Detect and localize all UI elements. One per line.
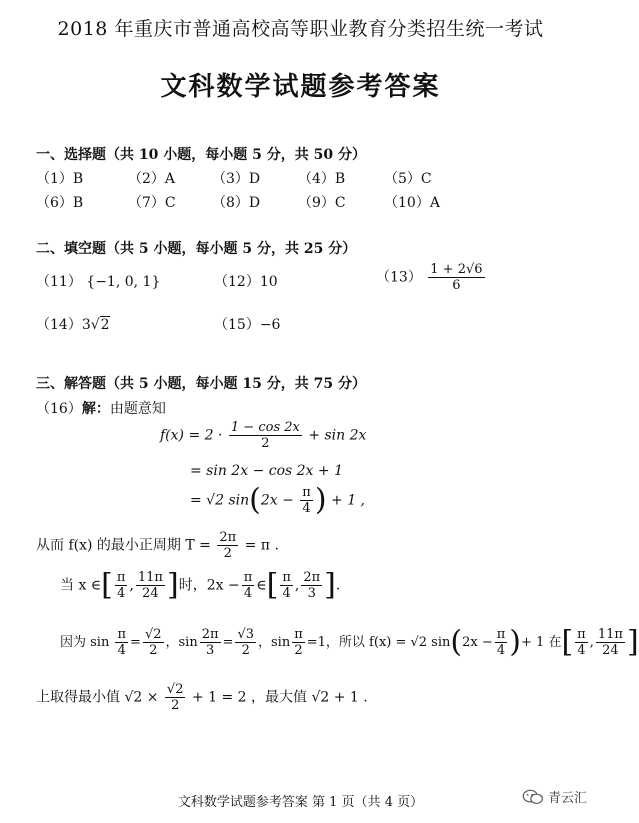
q11-answer: （11） {−1, 0, 1} <box>36 274 161 290</box>
q15-answer: （15）−6 <box>214 317 281 333</box>
because-line: 因为 sin $\frac{\pi}{4}$ = $\frac{√2}{2}$ ，sin $\frac{2\pi}{3}$ = $\frac{√3}{2}$ ，sin $\frac{\pi}{2}$ =1，所以 f(x) = √2 sin(2x − $\frac{\pi}{4}$ )+ 1 在[ $\frac{\pi}{4}$ , $\frac{11\pi}{24}$ ] <box>60 624 639 660</box>
choice-answer-5: （5）C <box>384 171 432 187</box>
q12-answer: （12）10 <box>214 274 278 290</box>
exam-title: 2018 年重庆市普通高校高等职业教育分类招生统一考试 <box>57 18 544 40</box>
section1-heading: 一、选择题（共 10 小题，每小题 5 分，共 50 分） <box>36 147 366 163</box>
min-max-line: 上取得最小值 √2 × $\frac{√2}{2}$ + 1 = 2 ，最大值 √2 + 1 . <box>36 682 368 713</box>
section3-heading: 三、解答题（共 5 小题，每小题 15 分，共 75 分） <box>36 376 366 392</box>
section2-heading: 二、填空题（共 5 小题，每小题 5 分，共 25 分） <box>36 241 357 257</box>
choice-answer-8: （8）D <box>212 195 261 211</box>
brand-name: 青云汇 <box>547 791 587 806</box>
equation-line-2: = sin 2x − cos 2x + 1 <box>190 463 343 479</box>
choice-answer-7: （7）C <box>128 195 176 211</box>
wechat-icon <box>522 789 544 805</box>
choice-answer-2: （2）A <box>128 171 176 187</box>
equation-line-1: f(x) = 2 · $\frac{1 - \cos 2x}{2}$ + sin 2x <box>160 420 367 451</box>
page-footer: 文科数学试题参考答案 第 1 页（共 4 页） <box>177 795 424 810</box>
choice-answer-10: （10）A <box>384 195 440 211</box>
choice-answer-4: （4）B <box>298 171 346 187</box>
choice-answer-1: （1）B <box>36 171 84 187</box>
document-title: 文科数学试题参考答案 <box>160 72 441 102</box>
brand-watermark <box>522 787 587 806</box>
equation-line-3: = √2 sin(2x − $\frac{\pi}{4}$ ) + 1 , <box>190 482 366 518</box>
interval-line: 当 x ∈[ $\frac{\pi}{4}$ , $\frac{11\pi}{24}$ ]时，2x − $\frac{\pi}{4}$ ∈[ $\frac{\pi}{4}$ , $\frac{2\pi}{3}$ ]. <box>60 567 341 603</box>
choice-answer-9: （9）C <box>298 195 346 211</box>
choice-answer-3: （3）D <box>212 171 261 187</box>
period-line: 从而 f(x) 的最小正周期 T = $\frac{2\pi}{2}$ = π . <box>36 530 279 561</box>
q14-answer: （14）3√2 <box>36 317 110 333</box>
q16-intro: （16）解：由题意知 <box>36 401 166 417</box>
choice-answer-6: （6）B <box>36 195 84 211</box>
choice-answers <box>36 168 576 212</box>
q13-answer: （13） $\frac{1 + 2√6}{6}$ <box>376 262 483 293</box>
